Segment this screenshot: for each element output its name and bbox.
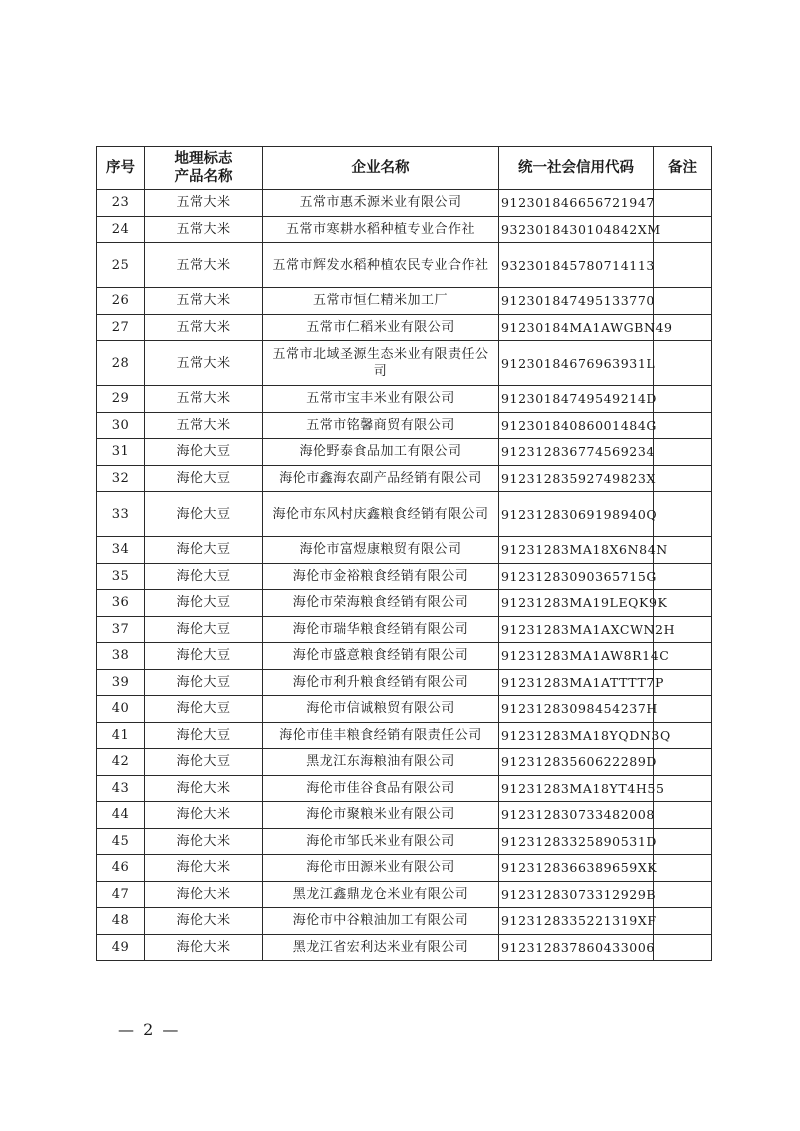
table-row <box>97 465 712 492</box>
cell-code: 91231283MA1ATTTT7P <box>499 669 654 696</box>
cell-product: 海伦大米 <box>145 934 263 961</box>
cell-code: 91231283MA1AW8R14C <box>499 643 654 670</box>
header-product <box>145 147 263 190</box>
cell-no: 37 <box>97 616 145 643</box>
table-row <box>97 669 712 696</box>
cell-product: 海伦大豆 <box>145 669 263 696</box>
cell-product: 五常大米 <box>145 386 263 413</box>
cell-product: 海伦大米 <box>145 802 263 829</box>
cell-no: 29 <box>97 386 145 413</box>
cell-code: 91231283560622289D <box>499 749 654 776</box>
cell-note <box>654 190 712 217</box>
header-product-line2: 产品名称 <box>174 169 233 185</box>
table-row <box>97 643 712 670</box>
cell-product: 海伦大米 <box>145 855 263 882</box>
cell-product: 海伦大米 <box>145 828 263 855</box>
cell-code: 912301846656721947 <box>499 190 654 217</box>
cell-code: 91231283MA19LEQK9K <box>499 590 654 617</box>
cell-note <box>654 288 712 315</box>
cell-code: 91231283MA18YQDN3Q <box>499 722 654 749</box>
cell-no: 45 <box>97 828 145 855</box>
cell-company: 海伦市信诚粮贸有限公司 <box>263 696 499 723</box>
header-product-line1: 地理标志 <box>174 151 233 167</box>
table-row <box>97 314 712 341</box>
cell-note <box>654 492 712 537</box>
cell-company: 五常市辉发水稻种植农民专业合作社 <box>263 243 499 288</box>
cell-no: 39 <box>97 669 145 696</box>
cell-note <box>654 749 712 776</box>
table-body <box>97 190 712 961</box>
table-row <box>97 616 712 643</box>
cell-code: 912312830733482008 <box>499 802 654 829</box>
table-row <box>97 537 712 564</box>
cell-company: 五常市铭馨商贸有限公司 <box>263 412 499 439</box>
cell-product: 海伦大豆 <box>145 537 263 564</box>
cell-code: 91231283098454237H <box>499 696 654 723</box>
cell-code: 9323018430104842XM <box>499 216 654 243</box>
cell-no: 31 <box>97 439 145 466</box>
cell-product: 海伦大豆 <box>145 696 263 723</box>
cell-note <box>654 908 712 935</box>
cell-note <box>654 696 712 723</box>
cell-note <box>654 934 712 961</box>
table-row <box>97 828 712 855</box>
table-row <box>97 341 712 386</box>
cell-company: 五常市宝丰米业有限公司 <box>263 386 499 413</box>
table-row <box>97 190 712 217</box>
cell-note <box>654 465 712 492</box>
header-company: 企业名称 <box>263 147 499 190</box>
cell-company: 海伦市聚粮米业有限公司 <box>263 802 499 829</box>
cell-note <box>654 881 712 908</box>
table-row <box>97 216 712 243</box>
cell-no: 36 <box>97 590 145 617</box>
table-row <box>97 492 712 537</box>
cell-product: 五常大米 <box>145 190 263 217</box>
cell-note <box>654 828 712 855</box>
header-row <box>97 147 712 190</box>
cell-company: 海伦市盛意粮食经销有限公司 <box>263 643 499 670</box>
cell-code: 91231283592749823X <box>499 465 654 492</box>
table-row <box>97 802 712 829</box>
cell-note <box>654 341 712 386</box>
cell-company: 海伦市佳丰粮食经销有限责任公司 <box>263 722 499 749</box>
cell-no: 44 <box>97 802 145 829</box>
enterprise-table <box>96 146 712 961</box>
cell-product: 海伦大豆 <box>145 749 263 776</box>
cell-company: 海伦市瑞华粮食经销有限公司 <box>263 616 499 643</box>
cell-company: 海伦市金裕粮食经销有限公司 <box>263 563 499 590</box>
header-no: 序号 <box>97 147 145 190</box>
cell-company: 海伦市东风村庆鑫粮食经销有限公司 <box>263 492 499 537</box>
cell-note <box>654 216 712 243</box>
table-row <box>97 881 712 908</box>
cell-note <box>654 412 712 439</box>
cell-company: 五常市北域圣源生态米业有限责任公司 <box>263 341 499 386</box>
cell-product: 海伦大米 <box>145 775 263 802</box>
table-row <box>97 749 712 776</box>
cell-product: 五常大米 <box>145 341 263 386</box>
cell-no: 35 <box>97 563 145 590</box>
cell-code: 912312836774569234 <box>499 439 654 466</box>
cell-no: 23 <box>97 190 145 217</box>
cell-code: 9123128335221319XF <box>499 908 654 935</box>
cell-product: 海伦大豆 <box>145 616 263 643</box>
cell-product: 海伦大豆 <box>145 439 263 466</box>
cell-product: 五常大米 <box>145 216 263 243</box>
table-row <box>97 439 712 466</box>
cell-no: 49 <box>97 934 145 961</box>
table-row <box>97 934 712 961</box>
cell-company: 海伦市中谷粮油加工有限公司 <box>263 908 499 935</box>
cell-product: 五常大米 <box>145 288 263 315</box>
cell-company: 海伦市鑫海农副产品经销有限公司 <box>263 465 499 492</box>
cell-code: 91231283073312929B <box>499 881 654 908</box>
cell-no: 27 <box>97 314 145 341</box>
cell-no: 33 <box>97 492 145 537</box>
cell-no: 42 <box>97 749 145 776</box>
table-row <box>97 563 712 590</box>
cell-no: 28 <box>97 341 145 386</box>
cell-code: 91230184749549214D <box>499 386 654 413</box>
cell-product: 五常大米 <box>145 243 263 288</box>
cell-code: 91231283325890531D <box>499 828 654 855</box>
cell-company: 海伦市利升粮食经销有限公司 <box>263 669 499 696</box>
table-row <box>97 696 712 723</box>
cell-code: 91231283090365715G <box>499 563 654 590</box>
cell-company: 黑龙江东海粮油有限公司 <box>263 749 499 776</box>
cell-no: 30 <box>97 412 145 439</box>
table-row <box>97 386 712 413</box>
cell-product: 海伦大米 <box>145 881 263 908</box>
cell-code: 91231283MA18X6N84N <box>499 537 654 564</box>
cell-company: 海伦野泰食品加工有限公司 <box>263 439 499 466</box>
cell-code: 912301847495133770 <box>499 288 654 315</box>
cell-company: 五常市仁稻米业有限公司 <box>263 314 499 341</box>
cell-company: 海伦市荣海粮食经销有限公司 <box>263 590 499 617</box>
cell-product: 海伦大豆 <box>145 722 263 749</box>
cell-company: 海伦市富煜康粮贸有限公司 <box>263 537 499 564</box>
cell-code: 91231283MA1AXCWN2H <box>499 616 654 643</box>
cell-product: 海伦大豆 <box>145 590 263 617</box>
cell-note <box>654 563 712 590</box>
cell-product: 海伦大豆 <box>145 465 263 492</box>
cell-no: 26 <box>97 288 145 315</box>
page-number: — 2 — <box>118 1020 181 1039</box>
cell-no: 25 <box>97 243 145 288</box>
cell-code: 91230184MA1AWGBN49 <box>499 314 654 341</box>
cell-no: 32 <box>97 465 145 492</box>
table-row <box>97 243 712 288</box>
cell-code: 9123128366389659XK <box>499 855 654 882</box>
cell-company: 五常市恒仁精米加工厂 <box>263 288 499 315</box>
header-note: 备注 <box>654 147 712 190</box>
cell-note <box>654 243 712 288</box>
cell-no: 48 <box>97 908 145 935</box>
table-row <box>97 775 712 802</box>
cell-product: 海伦大豆 <box>145 643 263 670</box>
table-row <box>97 412 712 439</box>
cell-note <box>654 386 712 413</box>
table-row <box>97 855 712 882</box>
cell-no: 40 <box>97 696 145 723</box>
cell-note <box>654 439 712 466</box>
cell-no: 34 <box>97 537 145 564</box>
cell-company: 黑龙江省宏利达米业有限公司 <box>263 934 499 961</box>
table-row <box>97 590 712 617</box>
cell-code: 912312837860433006 <box>499 934 654 961</box>
cell-product: 五常大米 <box>145 412 263 439</box>
cell-company: 五常市惠禾源米业有限公司 <box>263 190 499 217</box>
cell-no: 41 <box>97 722 145 749</box>
cell-company: 五常市寒耕水稻种植专业合作社 <box>263 216 499 243</box>
cell-product: 海伦大豆 <box>145 563 263 590</box>
cell-no: 38 <box>97 643 145 670</box>
cell-company: 海伦市佳谷食品有限公司 <box>263 775 499 802</box>
table-header <box>97 147 712 190</box>
cell-code: 91230184086001484G <box>499 412 654 439</box>
cell-code: 91230184676963931L <box>499 341 654 386</box>
table-row <box>97 722 712 749</box>
cell-code: 932301845780714113 <box>499 243 654 288</box>
table-row <box>97 908 712 935</box>
cell-code: 91231283069198940Q <box>499 492 654 537</box>
table-row <box>97 288 712 315</box>
cell-company: 海伦市田源米业有限公司 <box>263 855 499 882</box>
cell-product: 五常大米 <box>145 314 263 341</box>
cell-company: 海伦市邹氏米业有限公司 <box>263 828 499 855</box>
cell-note <box>654 855 712 882</box>
cell-product: 海伦大豆 <box>145 492 263 537</box>
header-code: 统一社会信用代码 <box>499 147 654 190</box>
cell-note <box>654 802 712 829</box>
cell-no: 24 <box>97 216 145 243</box>
cell-product: 海伦大米 <box>145 908 263 935</box>
cell-code: 91231283MA18YT4H55 <box>499 775 654 802</box>
cell-no: 43 <box>97 775 145 802</box>
cell-company: 黑龙江鑫鼎龙仓米业有限公司 <box>263 881 499 908</box>
cell-no: 46 <box>97 855 145 882</box>
cell-no: 47 <box>97 881 145 908</box>
